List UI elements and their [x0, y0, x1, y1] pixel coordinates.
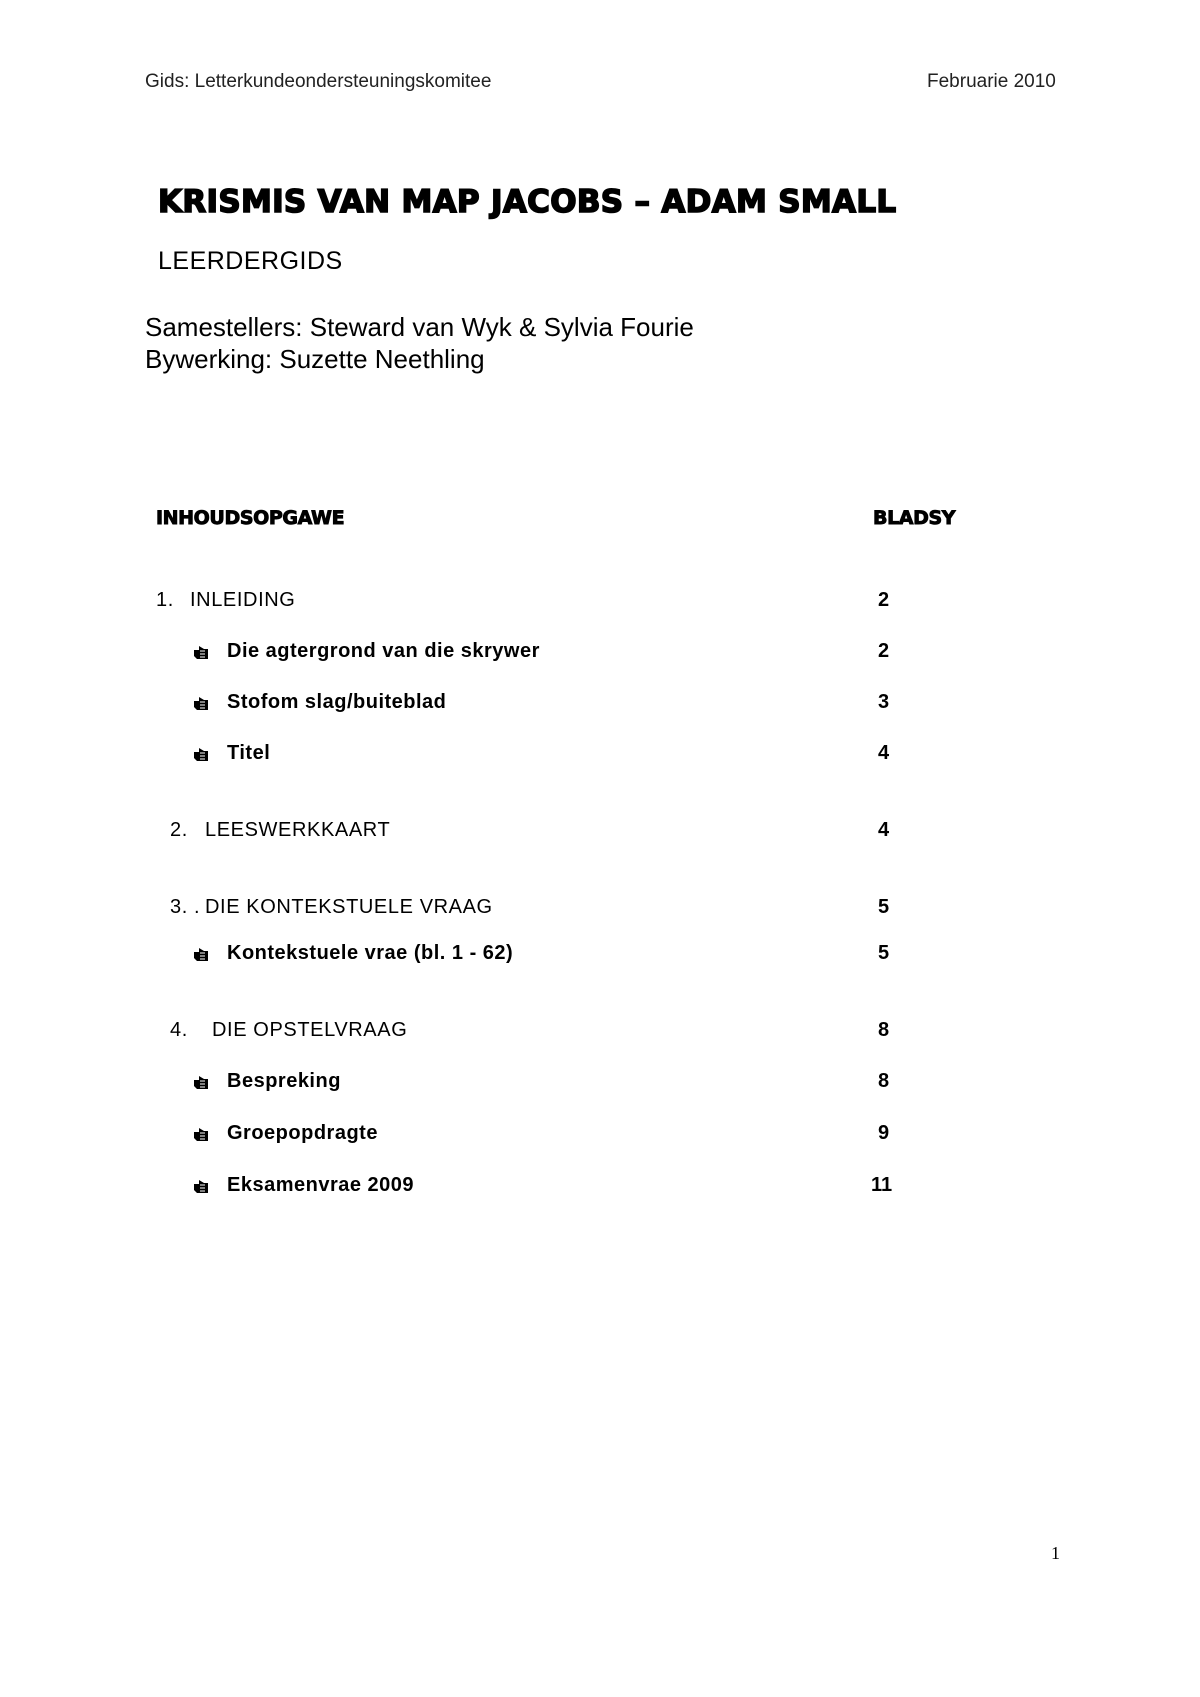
pointing-hand-bullet-icon	[193, 1179, 209, 1194]
header-right: Februarie 2010	[927, 71, 1056, 92]
toc-section-title: DIE KONTEKSTUELE VRAAG	[205, 896, 493, 918]
toc-section-number: 2.	[170, 819, 188, 841]
pointing-hand-bullet-icon	[193, 1127, 209, 1142]
toc-item-page: 5	[878, 942, 890, 964]
toc-section-page: 5	[878, 896, 890, 918]
pointing-hand-bullet-icon	[193, 947, 209, 962]
pointing-hand-bullet-icon	[193, 747, 209, 762]
page-number: 1	[1051, 1543, 1060, 1563]
toc-item-page: 8	[878, 1070, 890, 1092]
toc-section-number: 1.	[156, 589, 174, 611]
toc-section-number: 3. .	[170, 896, 201, 918]
toc-item-page: 3	[878, 691, 890, 713]
toc-section-page: 8	[878, 1019, 890, 1041]
document-subtitle: LEERDERGIDS	[158, 247, 343, 275]
pointing-hand-bullet-icon	[193, 645, 209, 660]
toc-heading: INHOUDSOPGAWE	[156, 507, 345, 529]
toc-section-title: LEESWERKKAART	[205, 819, 391, 841]
toc-section-title: DIE OPSTELVRAAG	[212, 1019, 408, 1041]
toc-page-heading: BLADSY	[873, 507, 956, 529]
pointing-hand-bullet-icon	[193, 1075, 209, 1090]
toc-item-title: Kontekstuele vrae (bl. 1 - 62)	[227, 942, 514, 964]
header-left: Gids: Letterkundeondersteuningskomitee	[145, 71, 492, 92]
toc-item-title: Stofom slag/buiteblad	[227, 691, 447, 713]
toc-section-number: 4.	[170, 1019, 188, 1041]
toc-item-title: Bespreking	[227, 1070, 341, 1092]
toc-section-page: 4	[878, 819, 890, 841]
document-title: KRISMIS VAN MAP JACOBS – ADAM SMALL	[158, 184, 897, 220]
toc-item-page: 2	[878, 640, 890, 662]
toc-item-page: 9	[878, 1122, 890, 1144]
toc-section-page: 2	[878, 589, 890, 611]
toc-item-page: 11	[871, 1174, 893, 1196]
toc-item-title: Groepopdragte	[227, 1122, 378, 1144]
compilers: Samestellers: Steward van Wyk & Sylvia Fourie	[145, 312, 694, 342]
toc-item-title: Titel	[227, 742, 271, 764]
toc-item-title: Die agtergrond van die skrywer	[227, 640, 540, 662]
pointing-hand-bullet-icon	[193, 696, 209, 711]
revision: Bywerking: Suzette Neethling	[145, 344, 485, 374]
credits	[145, 311, 694, 375]
toc-item-page: 4	[878, 742, 890, 764]
toc-item-title: Eksamenvrae 2009	[227, 1174, 415, 1196]
toc-section-title: INLEIDING	[190, 589, 296, 611]
